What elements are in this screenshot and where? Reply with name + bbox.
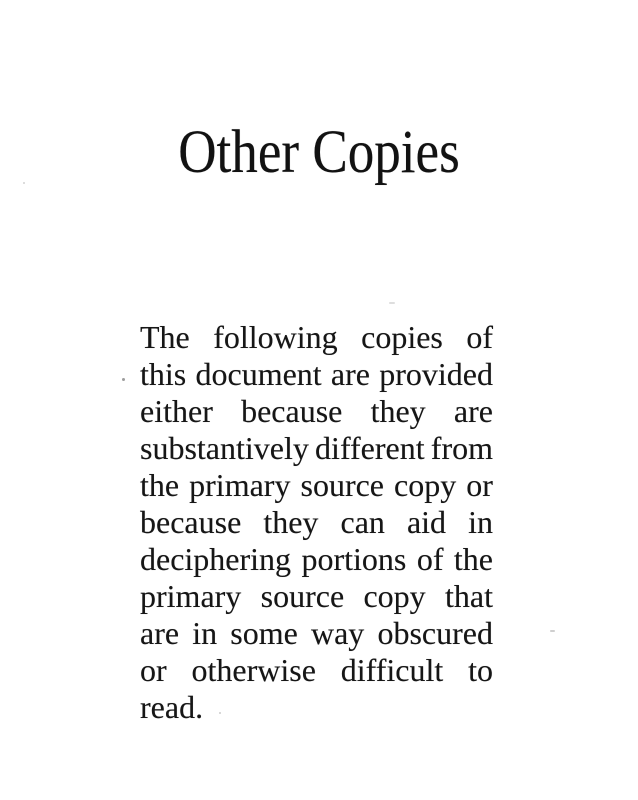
- paragraph-line: or otherwise difficult to: [140, 652, 493, 688]
- paragraph-line: read.: [140, 689, 204, 725]
- paragraph-line: substantively different from: [140, 430, 493, 466]
- page-title: Other Copies: [178, 119, 460, 186]
- scan-speck: [550, 630, 555, 632]
- scan-speck: [219, 712, 221, 714]
- paragraph-line: this document are provided: [140, 356, 493, 392]
- paragraph-line: deciphering portions of the: [140, 541, 493, 577]
- body-paragraph: [140, 319, 493, 726]
- paragraph-line: primary source copy that: [140, 578, 493, 614]
- paragraph-line: The following copies of: [140, 319, 493, 355]
- paragraph-line: are in some way obscured: [140, 615, 493, 651]
- scan-speck: [23, 182, 25, 184]
- paragraph-line: because they can aid in: [140, 504, 493, 540]
- paragraph-line: the primary source copy or: [140, 467, 493, 503]
- scan-speck: [389, 302, 395, 304]
- scan-speck: [122, 378, 125, 381]
- paragraph-line: either because they are: [140, 393, 493, 429]
